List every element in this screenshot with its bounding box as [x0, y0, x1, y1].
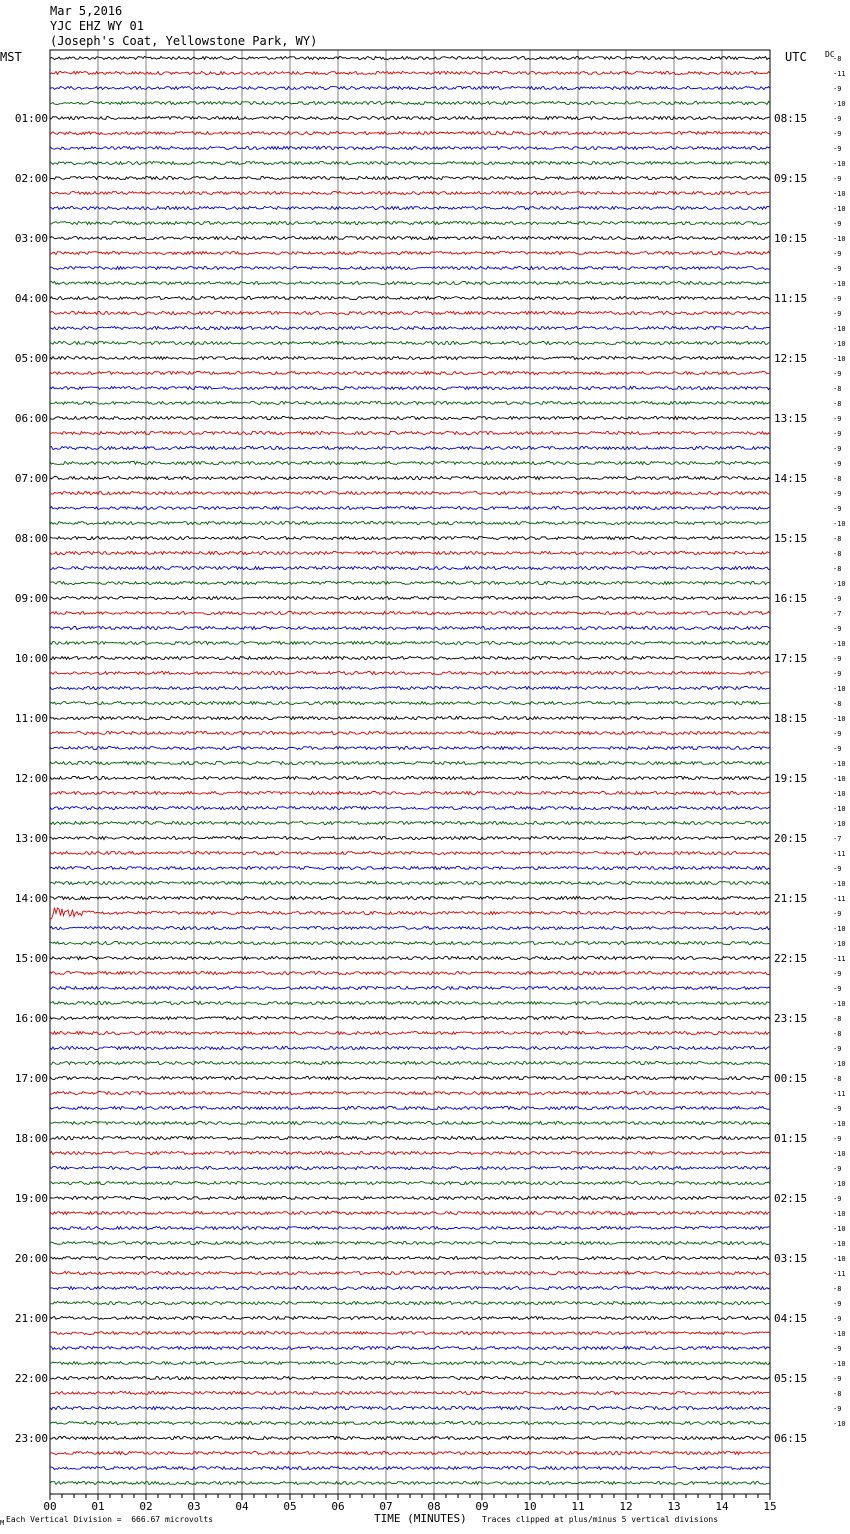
trace-line [50, 821, 770, 824]
trace-line [50, 101, 770, 104]
trace-line [50, 926, 770, 929]
dc-offset-label: -11 [833, 1270, 846, 1278]
dc-offset-label: -9 [833, 310, 842, 318]
left-hour-label: 16:00 [14, 1012, 48, 1025]
dc-offset-label: -10 [833, 715, 846, 723]
x-tick-label: 12 [619, 1500, 633, 1513]
trace-line [50, 296, 770, 299]
left-hour-label: 18:00 [14, 1132, 48, 1145]
timezone-left-label: MST [0, 50, 22, 64]
trace-line [50, 56, 770, 59]
right-hour-label: 21:15 [774, 892, 808, 905]
dc-offset-label: -9 [833, 970, 842, 978]
trace-line [50, 641, 770, 644]
trace-line [50, 791, 770, 794]
x-tick-label: 06 [331, 1500, 345, 1513]
trace-line [50, 581, 770, 584]
trace-line [50, 986, 770, 989]
timezone-right-label: UTC [785, 50, 807, 64]
dc-offset-label: -10 [833, 280, 846, 288]
right-hour-label: 06:15 [774, 1432, 808, 1445]
left-hour-label: 11:00 [14, 712, 48, 725]
trace-line [50, 356, 770, 359]
trace-line [50, 1346, 770, 1349]
trace-line [50, 161, 770, 164]
dc-offset-label: -10 [833, 205, 846, 213]
dc-offset-label: -9 [833, 1405, 842, 1413]
trace-line [50, 881, 770, 884]
trace-line [50, 1121, 770, 1124]
dc-offset-label: -10 [833, 880, 846, 888]
left-hour-label: 15:00 [14, 952, 48, 965]
dc-offset-label: -8 [833, 700, 842, 708]
trace-line [50, 191, 770, 194]
left-hour-label: 20:00 [14, 1252, 48, 1265]
dc-offset-label: -9 [833, 145, 842, 153]
dc-offset-label: -11 [833, 955, 846, 963]
right-hour-label: 09:15 [774, 172, 808, 185]
trace-line [50, 686, 770, 689]
trace-line [50, 1451, 770, 1454]
dc-offset-label: -9 [833, 910, 842, 918]
location-label: (Joseph's Coat, Yellowstone Park, WY) [50, 34, 318, 48]
x-tick-label: 13 [667, 1500, 681, 1513]
trace-line [50, 476, 770, 479]
trace-line [50, 716, 770, 719]
dc-offset-label: -10 [833, 1120, 846, 1128]
dc-offset-label: -10 [833, 1180, 846, 1188]
dc-offset-label: -9 [833, 1375, 842, 1383]
trace-line [50, 1076, 770, 1079]
dc-offset-label: -10 [833, 520, 846, 528]
footer-mark: M [0, 1519, 5, 1527]
trace-line [50, 941, 770, 944]
dc-offset-label: -9 [833, 1045, 842, 1053]
trace-line [50, 1166, 770, 1169]
dc-offset-label: -9 [833, 655, 842, 663]
dc-offset-label: -9 [833, 265, 842, 273]
trace-line [50, 176, 770, 179]
left-hour-label: 07:00 [14, 472, 48, 485]
trace-line [50, 1001, 770, 1004]
dc-offset-label: -9 [833, 730, 842, 738]
dc-offset-label: -10 [833, 100, 846, 108]
right-hour-label: 08:15 [774, 112, 808, 125]
dc-offset-label: -11 [833, 70, 846, 78]
trace-line [50, 761, 770, 764]
trace-line [50, 611, 770, 614]
trace-line [50, 311, 770, 314]
right-hour-label: 05:15 [774, 1372, 808, 1385]
x-tick-label: 01 [91, 1500, 105, 1513]
dc-offset-label: -7 [833, 610, 842, 618]
dc-offset-label: -10 [833, 1330, 846, 1338]
trace-line [50, 746, 770, 749]
trace-line [50, 776, 770, 779]
right-hour-label: 10:15 [774, 232, 808, 245]
dc-offset-label: -10 [833, 640, 846, 648]
dc-offset-label: -10 [833, 760, 846, 768]
dc-offset-label: -9 [833, 415, 842, 423]
dc-offset-label: -9 [833, 115, 842, 123]
trace-line [50, 1016, 770, 1019]
dc-offset-label: -10 [833, 235, 846, 243]
dc-offset-label: -9 [833, 490, 842, 498]
dc-offset-label: -9 [833, 460, 842, 468]
left-hour-label: 03:00 [14, 232, 48, 245]
dc-offset-label: -9 [833, 370, 842, 378]
trace-line [50, 146, 770, 149]
trace-line [50, 1436, 770, 1439]
trace-line [50, 1271, 770, 1274]
dc-offset-label: -10 [833, 925, 846, 933]
dc-offset-label: -9 [833, 595, 842, 603]
x-tick-label: 05 [283, 1500, 297, 1513]
dc-offset-label: -10 [833, 1240, 846, 1248]
dc-offset-label: -8 [833, 1075, 842, 1083]
dc-offset-label: -8 [833, 550, 842, 558]
dc-offset-label: -10 [833, 1000, 846, 1008]
dc-offset-label: -10 [833, 325, 846, 333]
dc-offset-label: -10 [833, 1225, 846, 1233]
trace-line [50, 221, 770, 224]
trace-line [50, 1481, 770, 1484]
dc-offset-label: -9 [833, 505, 842, 513]
left-hour-label: 02:00 [14, 172, 48, 185]
left-hour-label: 17:00 [14, 1072, 48, 1085]
right-hour-label: 04:15 [774, 1312, 808, 1325]
dc-offset-label: -8 [833, 400, 842, 408]
dc-offset-label: -10 [833, 340, 846, 348]
trace-line [50, 371, 770, 374]
right-hour-label: 17:15 [774, 652, 808, 665]
left-hour-label: 19:00 [14, 1192, 48, 1205]
x-tick-label: 00 [43, 1500, 57, 1513]
dc-offset-label: -10 [833, 940, 846, 948]
trace-line [50, 536, 770, 539]
dc-offset-label: -9 [833, 1105, 842, 1113]
trace-line [50, 266, 770, 269]
dc-offset-label: -9 [833, 1165, 842, 1173]
x-tick-label: 04 [235, 1500, 249, 1513]
right-hour-label: 00:15 [774, 1072, 808, 1085]
trace-line [50, 491, 770, 494]
dc-offset-label: -9 [833, 1135, 842, 1143]
dc-offset-label: -10 [833, 1255, 846, 1263]
trace-line [50, 1331, 770, 1334]
date-label: Mar 5,2016 [50, 4, 123, 18]
trace-line [50, 1211, 770, 1214]
right-hour-label: 01:15 [774, 1132, 808, 1145]
dc-offset-label: -9 [833, 175, 842, 183]
trace-line [50, 1196, 770, 1199]
trace-line [50, 1091, 770, 1094]
station-label: YJC EHZ WY 01 [50, 19, 144, 33]
trace-line [50, 851, 770, 854]
left-hour-label: 06:00 [14, 412, 48, 425]
dc-offset-label: -9 [833, 670, 842, 678]
x-tick-label: 14 [715, 1500, 729, 1513]
dc-offset-label: -10 [833, 790, 846, 798]
trace-line [50, 1061, 770, 1064]
dc-offset-label: -10 [833, 355, 846, 363]
trace-line [50, 326, 770, 329]
dc-offset-label: -10 [833, 1420, 846, 1428]
dc-offset-label: -9 [833, 865, 842, 873]
x-tick-label: 03 [187, 1500, 201, 1513]
trace-line [50, 1046, 770, 1049]
dc-offset-label: -8 [833, 1015, 842, 1023]
trace-line [50, 281, 770, 284]
x-axis-label: TIME (MINUTES) [374, 1512, 467, 1525]
trace-line [50, 1256, 770, 1259]
dc-offset-label: -8 [833, 385, 842, 393]
trace-line [50, 116, 770, 119]
right-hour-label: 13:15 [774, 412, 808, 425]
left-hour-label: 23:00 [14, 1432, 48, 1445]
trace-line [50, 1106, 770, 1109]
left-hour-label: 14:00 [14, 892, 48, 905]
dc-offset-label: -10 [833, 1150, 846, 1158]
trace-line [50, 671, 770, 674]
trace-line [50, 1391, 770, 1394]
x-tick-label: 09 [475, 1500, 489, 1513]
trace-line [50, 131, 770, 134]
right-hour-label: 19:15 [774, 772, 808, 785]
dc-offset-label: -9 [833, 625, 842, 633]
left-hour-label: 01:00 [14, 112, 48, 125]
trace-line [50, 1361, 770, 1364]
dc-offset-label: -10 [833, 190, 846, 198]
dc-label: DC [825, 50, 835, 59]
trace-line [50, 806, 770, 809]
dc-offset-label: -9 [833, 1345, 842, 1353]
dc-offset-label: -10 [833, 1060, 846, 1068]
left-hour-label: 21:00 [14, 1312, 48, 1325]
trace-line [50, 251, 770, 254]
dc-offset-label: -9 [833, 1315, 842, 1323]
trace-line [50, 206, 770, 209]
dc-offset-label: -10 [833, 805, 846, 813]
right-hour-label: 23:15 [774, 1012, 808, 1025]
right-hour-label: 12:15 [774, 352, 808, 365]
trace-line [50, 506, 770, 509]
dc-offset-label: -10 [833, 1210, 846, 1218]
clip-note: Traces clipped at plus/minus 5 vertical divisions [482, 1515, 719, 1524]
x-tick-label: 15 [763, 1500, 777, 1513]
trace-line [50, 401, 770, 404]
x-tick-label: 07 [379, 1500, 393, 1513]
trace-line [50, 551, 770, 554]
trace-line [50, 71, 770, 74]
trace-line [50, 1151, 770, 1154]
left-hour-label: 12:00 [14, 772, 48, 785]
trace-line [50, 1316, 770, 1319]
right-hour-label: 22:15 [774, 952, 808, 965]
trace-line [50, 1466, 770, 1469]
trace-line [50, 1181, 770, 1184]
left-hour-label: 04:00 [14, 292, 48, 305]
dc-offset-label: -9 [833, 1300, 842, 1308]
trace-line [50, 866, 770, 869]
x-tick-label: 11 [571, 1500, 585, 1513]
trace-line [50, 521, 770, 524]
dc-offset-label: -9 [833, 745, 842, 753]
dc-offset-label: -9 [833, 445, 842, 453]
dc-offset-label: -8 [833, 475, 842, 483]
trace-line [50, 596, 770, 599]
left-hour-label: 10:00 [14, 652, 48, 665]
right-hour-label: 11:15 [774, 292, 808, 305]
dc-offset-label: -7 [833, 835, 842, 843]
trace-line [50, 656, 770, 659]
trace-line [50, 836, 770, 839]
dc-offset-label: -9 [833, 430, 842, 438]
trace-line [50, 446, 770, 449]
left-hour-label: 22:00 [14, 1372, 48, 1385]
x-tick-label: 08 [427, 1500, 441, 1513]
trace-line [50, 1226, 770, 1229]
trace-line [50, 1421, 770, 1424]
trace-line [50, 1136, 770, 1139]
dc-offset-label: -11 [833, 895, 846, 903]
trace-line [50, 971, 770, 974]
right-hour-label: 18:15 [774, 712, 808, 725]
right-hour-label: 02:15 [774, 1192, 808, 1205]
left-hour-label: 09:00 [14, 592, 48, 605]
trace-line [50, 956, 770, 959]
trace-line [50, 1286, 770, 1289]
dc-offset-label: -9 [833, 985, 842, 993]
dc-offset-label: -10 [833, 775, 846, 783]
right-hour-label: 16:15 [774, 592, 808, 605]
trace-line [50, 1301, 770, 1304]
trace-line [50, 341, 770, 344]
dc-offset-label: -11 [833, 1090, 846, 1098]
trace-line [50, 626, 770, 629]
dc-offset-label: -9 [833, 85, 842, 93]
dc-offset-label: -11 [833, 850, 846, 858]
left-hour-label: 08:00 [14, 532, 48, 545]
x-tick-label: 02 [139, 1500, 153, 1513]
left-hour-label: 05:00 [14, 352, 48, 365]
dc-offset-label: -8 [833, 1030, 842, 1038]
trace-line [50, 416, 770, 419]
dc-offset-label: -10 [833, 685, 846, 693]
dc-offset-label: -9 [833, 295, 842, 303]
trace-line [50, 701, 770, 704]
trace-line [50, 461, 770, 464]
dc-offset-label: -10 [833, 1360, 846, 1368]
dc-offset-label: -9 [833, 250, 842, 258]
dc-offset-label: -10 [833, 580, 846, 588]
right-hour-label: 14:15 [774, 472, 808, 485]
scale-note: Each Vertical Division = 666.67 microvolts [6, 1515, 214, 1524]
dc-offset-label: -10 [833, 160, 846, 168]
right-hour-label: 15:15 [774, 532, 808, 545]
trace-line [50, 1241, 770, 1244]
dc-offset-label: -9 [833, 130, 842, 138]
dc-offset-label: -8 [833, 55, 842, 63]
trace-line [50, 386, 770, 389]
trace-line [50, 731, 770, 734]
dc-offset-label: -8 [833, 1390, 842, 1398]
trace-line [50, 1406, 770, 1409]
dc-offset-label: -8 [833, 535, 842, 543]
dc-offset-label: -8 [833, 1285, 842, 1293]
trace-line [50, 908, 770, 919]
trace-line [50, 236, 770, 239]
dc-offset-label: -9 [833, 220, 842, 228]
left-hour-label: 13:00 [14, 832, 48, 845]
trace-line [50, 1376, 770, 1379]
trace-line [50, 566, 770, 569]
dc-offset-label: -8 [833, 565, 842, 573]
trace-line [50, 1031, 770, 1034]
right-hour-label: 20:15 [774, 832, 808, 845]
right-hour-label: 03:15 [774, 1252, 808, 1265]
dc-offset-label: -10 [833, 820, 846, 828]
trace-line [50, 431, 770, 434]
trace-line [50, 896, 770, 899]
dc-offset-label: -9 [833, 1195, 842, 1203]
trace-line [50, 86, 770, 89]
x-tick-label: 10 [523, 1500, 537, 1513]
